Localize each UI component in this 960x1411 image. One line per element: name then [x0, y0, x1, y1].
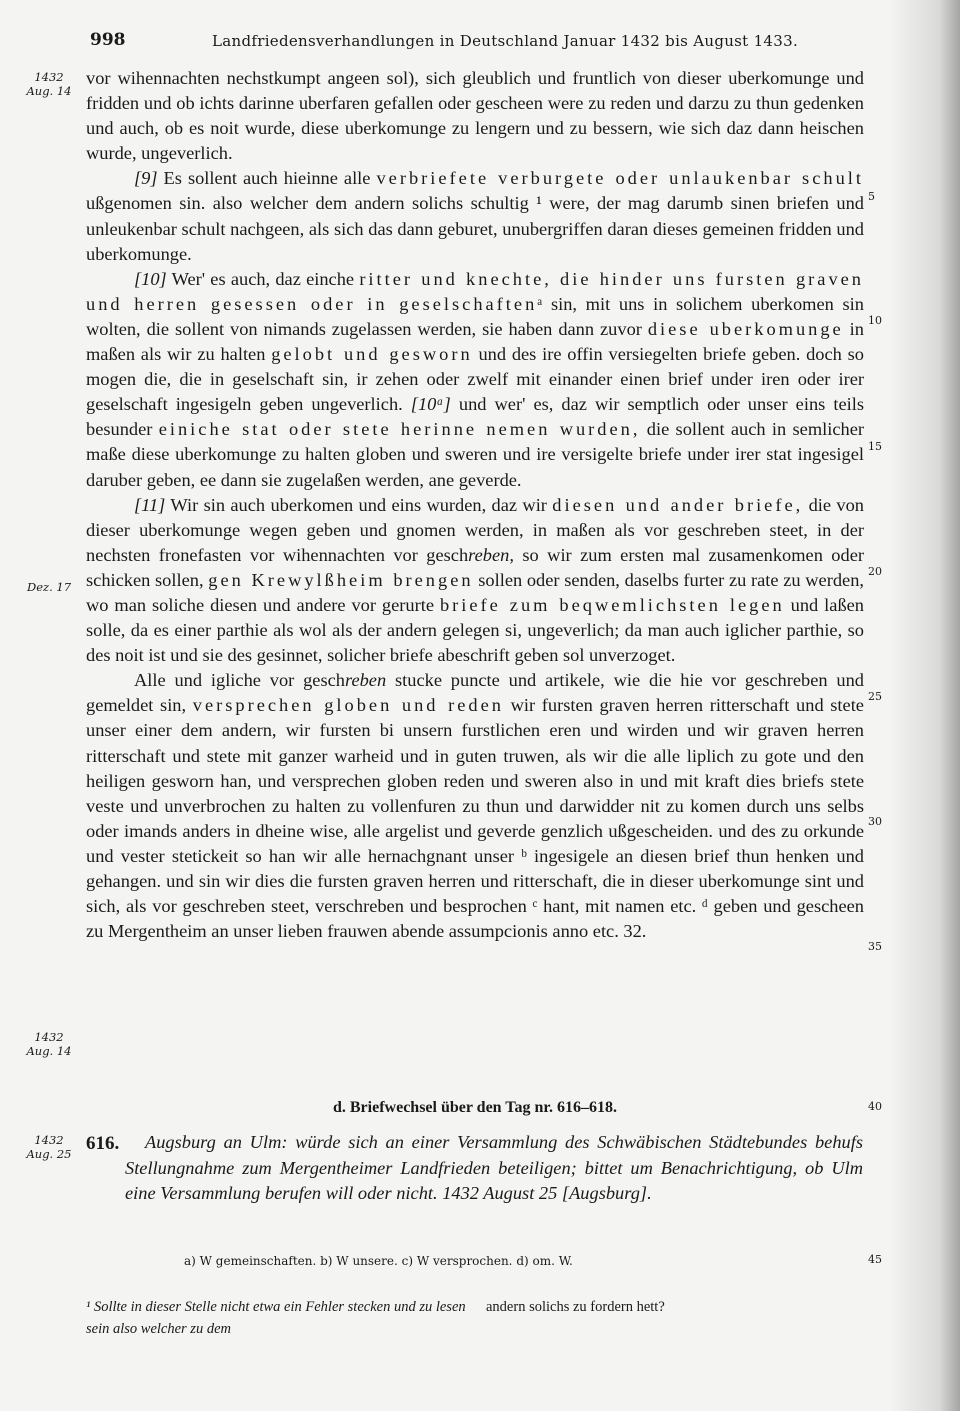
margin-date-dez: Dez. 17	[26, 580, 72, 594]
page-number: 998	[90, 30, 126, 50]
margin-date-doc616: 1432 Aug. 25	[26, 1133, 72, 1161]
margin-date-bottom: 1432 Aug. 14	[26, 1030, 72, 1058]
paragraph-continuation: vor wihennachten nechstkumpt angeen sol), sich gleublich und fruntlich von dieser uberkomunge und fridden und ob ichts darinne uberfaren gefallen oder gescheen were zu reden und darzu zu thun gedenken und auch, ob es noit wurde, diese uberkomunge zu lengern und zu bessern, wie sich daz dann heischen wurde, ungeverlich.	[86, 68, 864, 164]
paragraph-9: [9] Es sollent auch hieinne alle verbriefete verburgete oder unlaukenbar schult ußgenomen sin. also welcher dem andern solichs schultig ¹ were, der mag darumb sinen briefen und unleukenbar schult nachgeen, als sich das dann geburet, unubergriffen daran dieses gemeinen fridden und uberkomunge.	[86, 168, 864, 264]
page-header	[90, 30, 870, 54]
line-number: 40	[868, 1100, 882, 1113]
main-text	[86, 66, 864, 944]
footnote-col-1: ¹ Sollte in dieser Stelle nicht etwa ein Fehler stecken und zu lesen sein also welcher zu dem	[86, 1299, 466, 1337]
line-number: 15	[868, 440, 882, 453]
line-number: 30	[868, 815, 882, 828]
running-title: Landfriedensverhandlungen in Deutschland Januar 1432 bis August 1433.	[212, 32, 799, 50]
line-number: 10	[868, 314, 882, 327]
document-regest: Augsburg an Ulm: würde sich an einer Versammlung des Schwäbischen Städtebundes behufs Stellungnahme zum Mergentheimer Landfrieden beteiligen; bittet um Benachrichtigung, ob Ulm eine Versammlung berufen will oder nicht. 1432 August 25 [Augsburg].	[125, 1132, 863, 1203]
line-number: 5	[868, 190, 875, 203]
paragraph-10: [10] Wer' es auch, daz einche ritter und knechte, die hinder uns fursten graven und herren gesessen oder in geselschaftenᵃ sin, mit uns in solichem uberkomen sin wolten, die sollent von nimands zugelassen werden, sie haben dann zuvor diese uberkomunge in maßen als wir zu halten gelobt und gesworn und des ire offin versiegelten briefe geben. doch so mogen die, die in geselschaft sin, ir zehen oder zwelf mit einander einen brief under iren oder irer geselschaft ingesigeln geben ungeverlich. [10ᵃ] und wer' es, daz wir semptlich oder unser eins teils besunder einiche stat oder stete herinne nemen wurden, die sollent auch in semlicher maße diese uberkomunge zu halten globen und sweren und ire versigelte briefe under irer stat ingesigel daruber geben, ee dann sie zugelaßen werden, ane geverde.	[86, 268, 864, 490]
paragraph-conclusion: Alle und igliche vor geschreben stucke puncte und artikele, wie die hie vor geschreben und gemeldet sin, versprechen globen und reden wir fursten graven herren ritterschaft und stete unser einer dem andern, wir fursten bi unsern furstlichen eren und wirden und wir graven herren ritterschaft und stete mit ganzer warheid und in guten truwen, als wir die alle liplich zu gote und den heiligen gesworn han, und versprechen globen reden und sweren also in und mit kraft dies briefs stete veste und unverbrochen zu halten zu vollenfuren zu thun und darwidder nit zu komen durch uns selbs oder imands anders in dheine wise, alle argelist und geverde genzlich ußgescheiden. und des zu orkunde und vester stetickeit so han wir alle hernachgnant unser ᵇ ingesigele an diesen brief thun henken und gehangen. und sin wir dies die fursten graven herren und ritterschaft, die in dieser uberkomunge sint und sich, als vor geschreben steet, verschreben und besprochen ᶜ hant, mit namen etc. ᵈ geben und gescheen zu Mergentheim an unser lieben frauwen abende assumpcionis anno etc. 32.	[86, 670, 864, 942]
line-number: 20	[868, 565, 882, 578]
line-number: 25	[868, 690, 882, 703]
margin-date-top: 1432 Aug. 14	[26, 70, 72, 98]
section-heading: d. Briefwechsel über den Tag nr. 616–618.	[332, 1099, 618, 1116]
footnote-col-2: andern solichs zu fordern hett?	[486, 1299, 665, 1315]
line-number: 45	[868, 1253, 882, 1266]
line-number: 35	[868, 940, 882, 953]
document-number: 616.	[86, 1133, 120, 1154]
page-edge-shadow	[890, 0, 960, 1411]
critical-apparatus: a) W gemeinschaften. b) W unsere. c) W versprochen. d) om. W.	[184, 1254, 573, 1268]
paragraph-11: [11] Wir sin auch uberkomen und eins wurden, daz wir diesen und ander briefe, die von dieser uberkomunge wegen geben und gnomen werden, in maßen als vor geschreben steet, in der nechsten fronefasten vor wihennachten vor geschreben, so wir zum ersten mal zusamenkomen oder schicken sollen, gen Krewylßheim brengen sollen oder senden, daselbs furter zu rate zu werden, wo man soliche diesen und andere vor gerurte briefe zum beqwemlichsten legen und laßen solle, da es einer parthie als wol als der andern gelegen si, ungeverlich; da man auch iglicher parthie, so des noit ist und sie des gesinnet, solicher briefe abeschrift geben sol unverzoget.	[86, 494, 864, 666]
